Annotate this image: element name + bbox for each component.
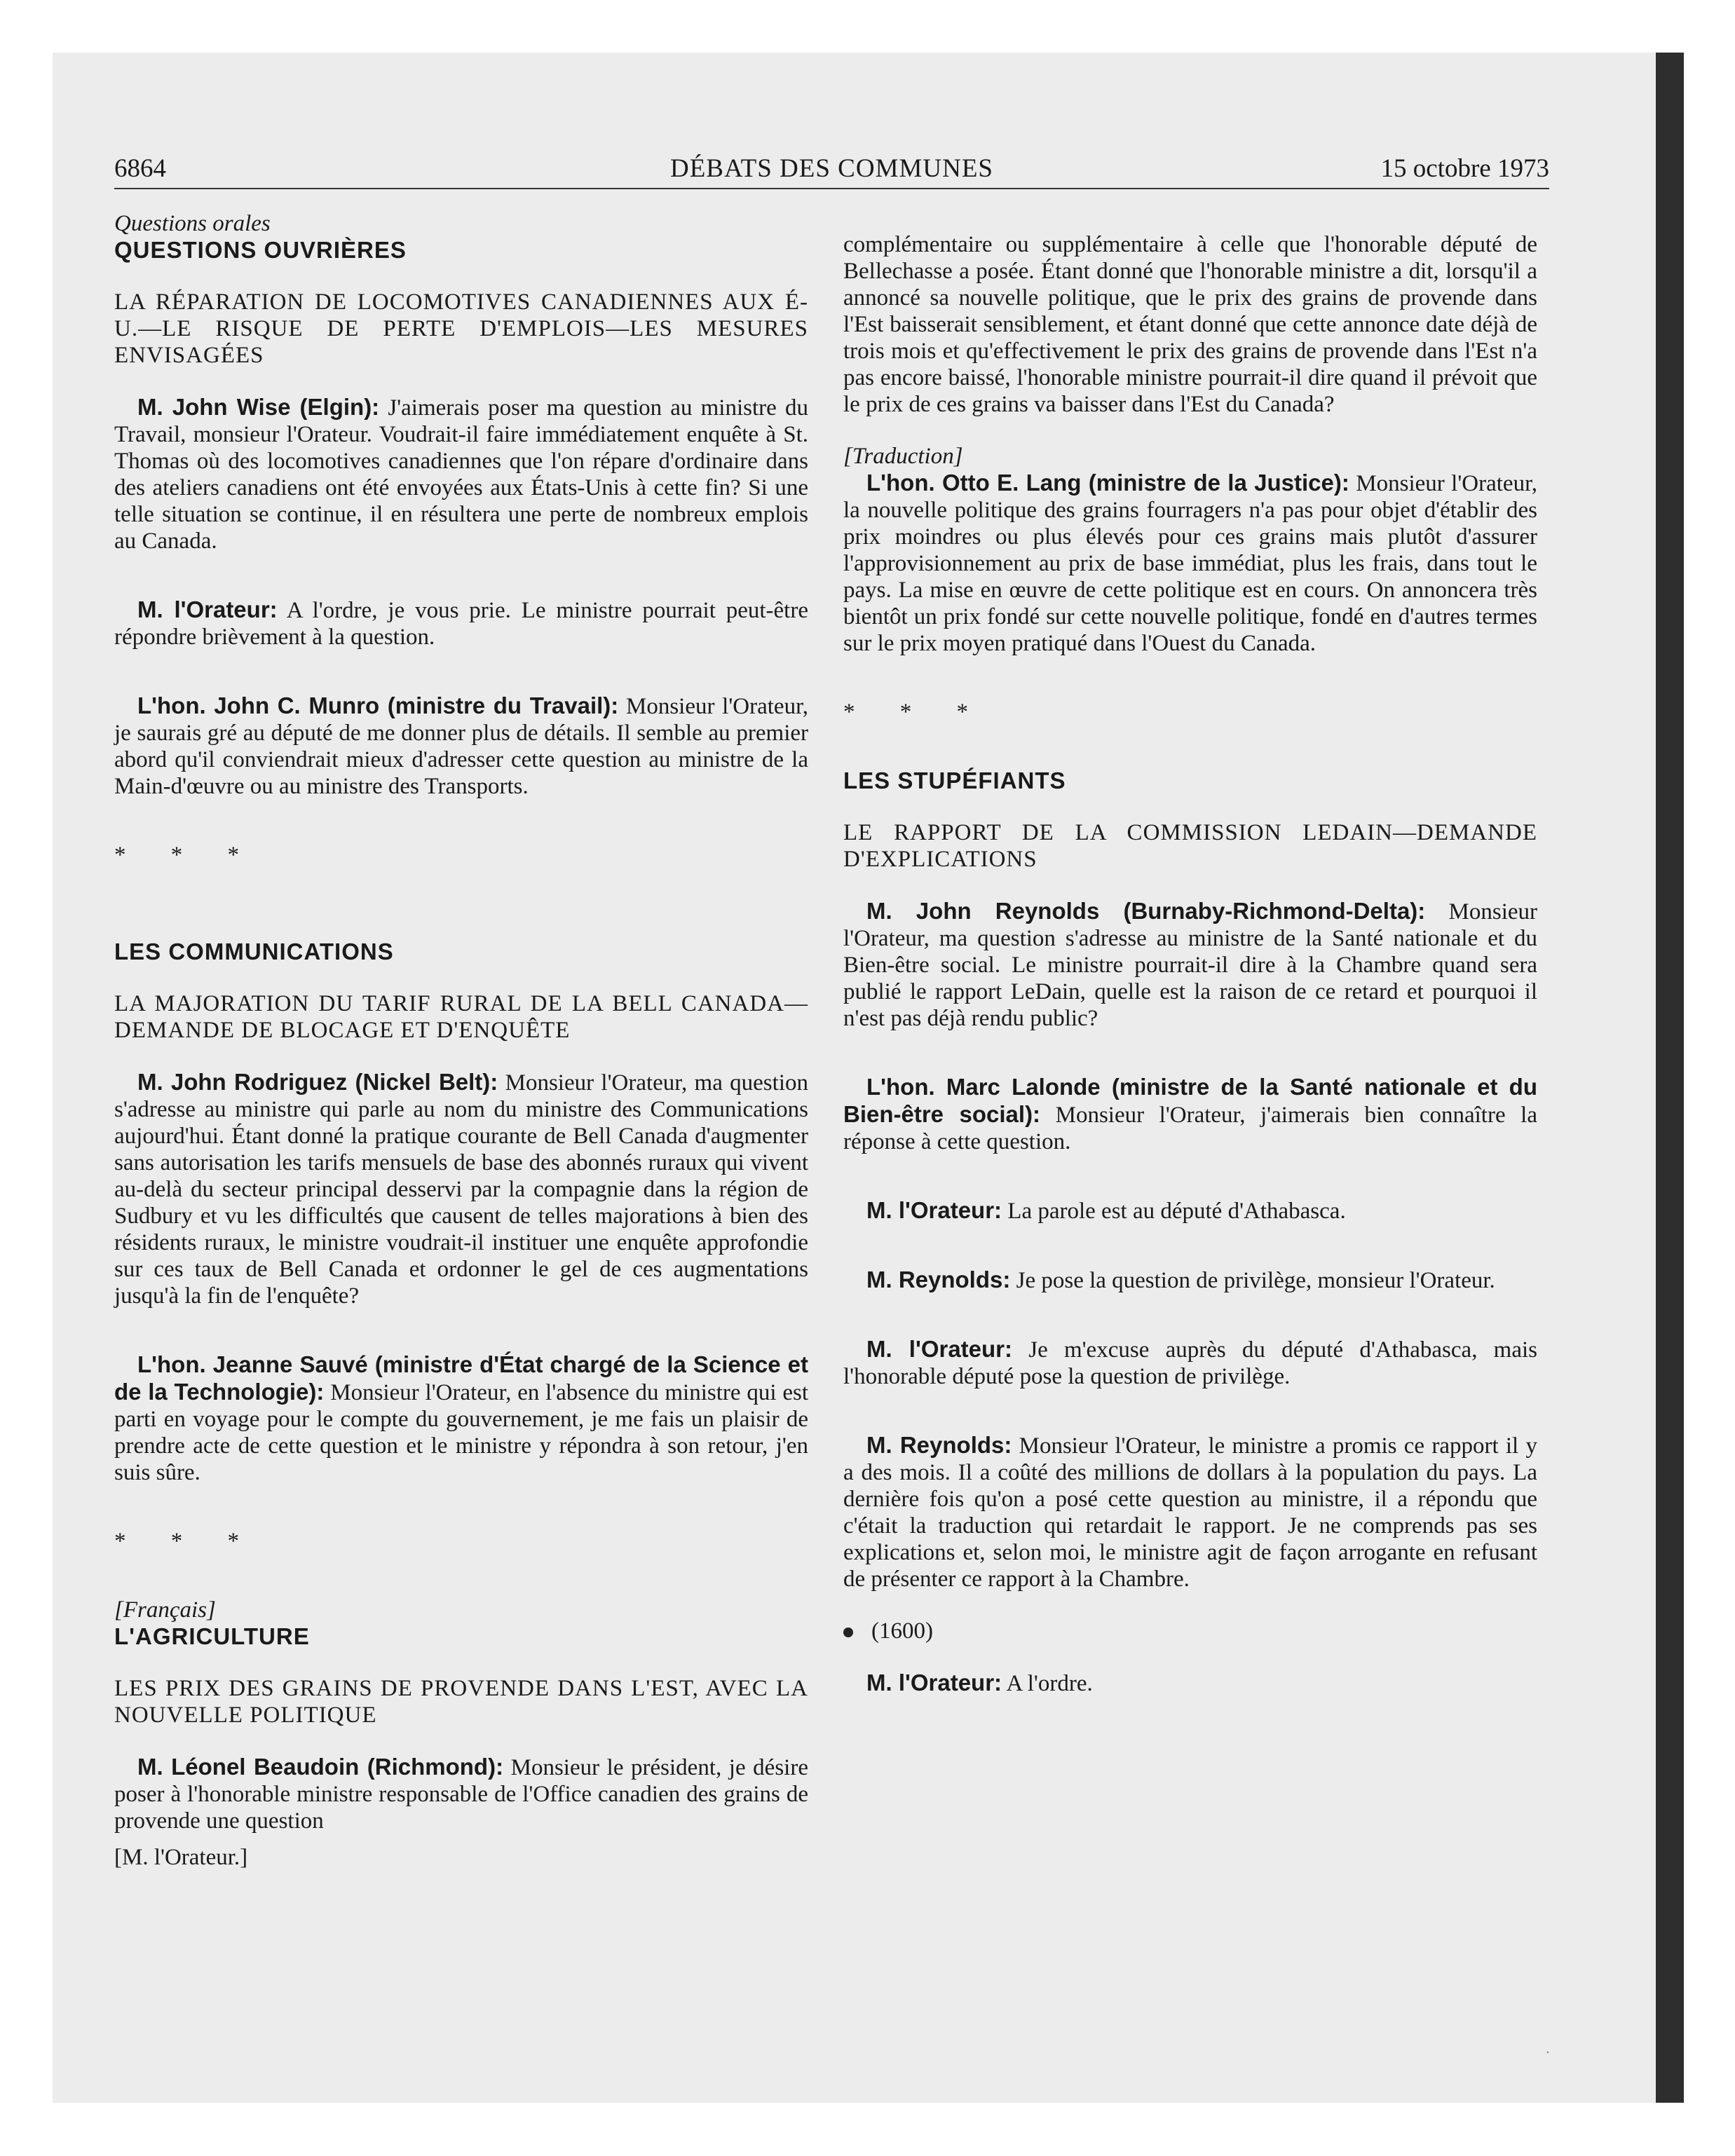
page-number: 6864 (114, 154, 166, 183)
speaker-name: M. John Rodriguez (Nickel Belt): (137, 1069, 498, 1095)
speaker-name: M. Léonel Beaudoin (Richmond): (137, 1754, 504, 1780)
section-subhead: LA MAJORATION DU TARIF RURAL DE LA BELL CANADA—DEMANDE DE BLOCAGE ET D'ENQUÊTE (114, 991, 808, 1043)
speech-paragraph: L'hon. Jeanne Sauvé (ministre d'État chargé de la Science et de la Technologie): Monsieur l'Orateur, en l'absence du ministre qui est parti en voyage pour le compte du gouvernement, je me fais un plaisir de prendre acte de cette question et le ministre y répondra à son retour, j'en suis sûre. (114, 1351, 808, 1485)
bullet-icon (843, 1628, 853, 1637)
speech-paragraph: M. l'Orateur: Je m'excuse auprès du député d'Athabasca, mais l'honorable député pose la question de privilège. (843, 1336, 1537, 1389)
speech-paragraph: complémentaire ou supplémentaire à celle que l'honorable député de Bellechasse a posée. Étant donné que l'honorable ministre a dit, lorsqu'il a annoncé sa nouvelle politique, que le prix des grains de provende dans l'Est baisserait sensiblement, et étant donné que cette annonce date déjà de trois mois et qu'effectivement le prix des grains de provende dans l'Est n'a pas encore baissé, l'honorable ministre pourrait-il dire quand il prévoit que le prix de ces grains va baisser dans l'Est du Canada? (843, 232, 1537, 417)
right-column (843, 210, 1537, 1697)
language-tag: [Français] (114, 1597, 216, 1623)
section-separator: * * * (114, 1529, 259, 1554)
section-subhead: LA RÉPARATION DE LOCOMOTIVES CANADIENNES AUX É-U.—LE RISQUE DE PERTE D'EMPLOIS—LES MESURES ENVISAGÉES (114, 289, 808, 368)
section-label: Questions orales (114, 211, 271, 236)
speaker-name: L'hon. Otto E. Lang (ministre de la Justice): (866, 470, 1349, 496)
speech-paragraph: M. l'Orateur: La parole est au député d'Athabasca. (866, 1197, 1346, 1224)
speech-paragraph: L'hon. Marc Lalonde (ministre de la Santé nationale et du Bien-être social): Monsieur l'Orateur, j'aimerais bien connaître la réponse à cette question. (843, 1074, 1537, 1154)
section-subhead: LE RAPPORT DE LA COMMISSION LEDAIN—DEMANDE D'EXPLICATIONS (843, 820, 1537, 872)
speech-paragraph: M. l'Orateur: A l'ordre. (866, 1670, 1093, 1696)
page-header (114, 153, 1549, 189)
page-date: 15 octobre 1973 (1380, 154, 1549, 183)
speech-paragraph: L'hon. John C. Munro (ministre du Travail): Monsieur l'Orateur, je saurais gré au député de me donner plus de détails. Il semble au premier abord qu'il conviendrait mieux d'adresser cette question au ministre de la Main-d'œuvre ou au ministre des Transports. (114, 692, 808, 799)
section-separator: * * * (114, 842, 259, 868)
speech-paragraph: M. Léonel Beaudoin (Richmond): Monsieur le président, je désire poser à l'honorable ministre responsable de l'Office canadien des grains de provende une question (114, 1754, 808, 1834)
speaker-name: L'hon. John C. Munro (ministre du Travail): (137, 692, 619, 718)
speech-paragraph: M. Reynolds: Je pose la question de privilège, monsieur l'Orateur. (866, 1267, 1495, 1293)
language-tag: [Traduction] (843, 444, 963, 469)
scan-edge-shadow (1656, 53, 1684, 2103)
speech-paragraph: M. John Wise (Elgin): J'aimerais poser ma question au ministre du Travail, monsieur l'Orateur. Voudrait-il faire immédiatement enquête à St. Thomas où des locomotives canadiennes que l'on répare d'ordinaire dans des ateliers canadiens ont été envoyées aux États-Unis à cette fin? Si une telle situation se continue, il en résultera une perte de nombreux emplois au Canada. (114, 394, 808, 554)
speech-paragraph: M. John Reynolds (Burnaby-Richmond-Delta): Monsieur l'Orateur, ma question s'adresse au ministre de la Santé nationale et du Bien-être social. Le ministre pourrait-il dire à la Chambre quand sera publié le rapport LeDain, quelle est la raison de ce retard et pourquoi il n'est pas déjà rendu public? (843, 898, 1537, 1031)
speech-paragraph: M. Reynolds: Monsieur l'Orateur, le ministre a promis ce rapport il y a des mois. Il a coûté des millions de dollars à la population du pays. La dernière fois qu'on a posé cette question au ministre, il a répondu que c'était la traduction qui retardait le rapport. Je ne comprends pas ses explications et, selon moi, le ministre agit de façon arrogante en refusant de présenter ce rapport à la Chambre. (843, 1432, 1537, 1592)
speech-paragraph: M. John Rodriguez (Nickel Belt): Monsieur l'Orateur, ma question s'adresse au ministre qui parle au nom du ministre des Communications aujourd'hui. Étant donné la pratique courante de Bell Canada d'augmenter sans autorisation les tarifs mensuels de base des abonnés ruraux qui vivent au-delà du secteur principal desservi par la compagnie dans la région de Sudbury et vu les difficultés que causent de telles majorations à bien des résidents ruraux, le ministre voudrait-il instituer une enquête approfondie sur ces taux de Bell Canada et ordonner le gel de ces augmentations jusqu'à la fin de l'enquête? (114, 1069, 808, 1309)
speaker-name: M. John Reynolds (Burnaby-Richmond-Delta): (866, 898, 1426, 924)
speaker-name: L'hon. Jeanne Sauvé (ministre d'État chargé de la Science et de la Technologie): (114, 1351, 808, 1405)
scan-speck: · (1546, 2045, 1550, 2059)
speech-paragraph: L'hon. Otto E. Lang (ministre de la Justice): Monsieur l'Orateur, la nouvelle politique des grains fourragers n'a pas pour objet d'établir des prix moindres ou plus élevés pour ces grains mais plutôt d'assurer l'approvisionnement au prix de base immédiat, plus les frais, dans tout le pays. La mise en œuvre de cette politique est en cours. On annoncera très bientôt un prix fondé sur cette nouvelle politique, fondé en d'autres termes sur le prix moyen pratiqué dans l'Ouest du Canada. (843, 470, 1537, 656)
speaker-name: M. Reynolds: (866, 1267, 1011, 1292)
section-title: QUESTIONS OUVRIÈRES (114, 237, 407, 263)
left-column (114, 210, 808, 1871)
speaker-name: L'hon. Marc Lalonde (ministre de la Santé nationale et du Bien-être social): (843, 1074, 1537, 1127)
speaker-name: M. l'Orateur: (866, 1336, 1013, 1362)
speaker-name: M. l'Orateur: (866, 1197, 1002, 1223)
speech-paragraph: M. l'Orateur: A l'ordre, je vous prie. Le ministre pourrait peut-être répondre brièvement à la question. (114, 596, 808, 650)
speaker-name: M. John Wise (Elgin): (137, 394, 380, 420)
section-title: L'AGRICULTURE (114, 1623, 310, 1649)
speaker-name: M. Reynolds: (866, 1432, 1012, 1458)
speaker-name: M. l'Orateur: (866, 1670, 1002, 1696)
time-marker: (1600) (843, 1618, 1537, 1644)
section-separator: * * * (843, 700, 988, 725)
speaker-name: M. l'Orateur: (137, 596, 278, 622)
section-title: LES COMMUNICATIONS (114, 939, 394, 964)
section-subhead: LES PRIX DES GRAINS DE PROVENDE DANS L'EST, AVEC LA NOUVELLE POLITIQUE (114, 1676, 808, 1728)
publication-title: DÉBATS DES COMMUNES (669, 154, 993, 183)
page-footnote: [M. l'Orateur.] (114, 1845, 248, 1870)
section-title: LES STUPÉFIANTS (843, 767, 1066, 793)
